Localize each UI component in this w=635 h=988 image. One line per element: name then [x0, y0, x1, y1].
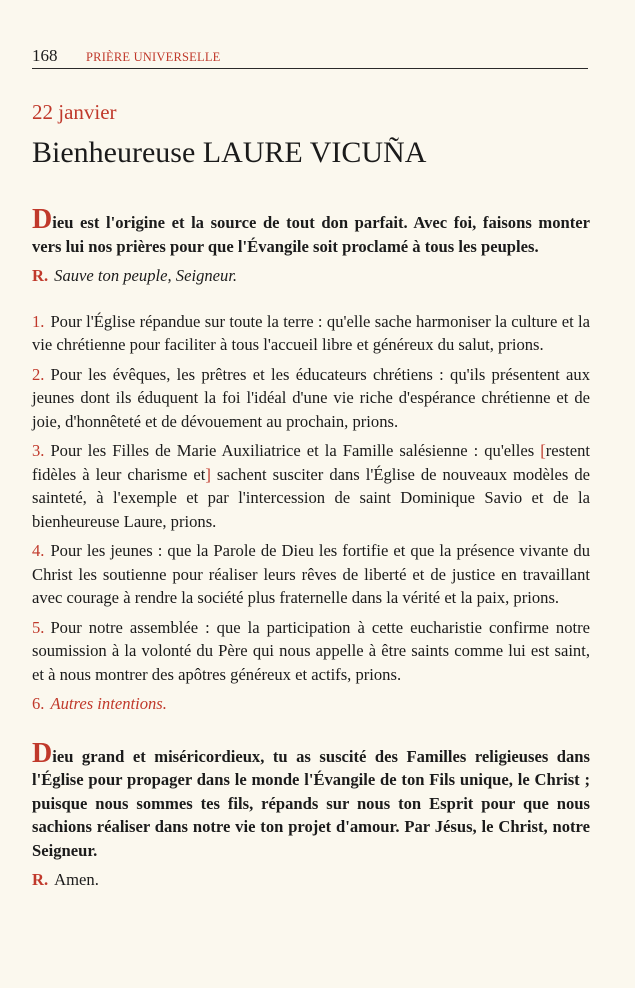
running-title: PRIÈRE UNIVERSELLE: [86, 50, 221, 64]
intention-text: Pour notre assemblée : que la participation à cette eucharistie confirme notre soumission à la volonté du Père qui nous appelle à être saints comme lui est saint, et à nous montrer des apôtres généreux et actifs, prions.: [32, 617, 590, 684]
intention-1: [32, 310, 590, 357]
amen-line: [32, 868, 590, 892]
intention-number: 1.: [32, 311, 45, 331]
response-mark: R.: [32, 266, 49, 285]
response-text: Sauve ton peuple, Seigneur.: [54, 266, 238, 285]
amen-text: Amen.: [54, 870, 99, 889]
intention-number: 2.: [32, 364, 45, 384]
intention-number: 4.: [32, 541, 45, 560]
intention-3: [32, 439, 590, 533]
response-mark: R.: [32, 870, 49, 889]
feast-title: Bienheureuse LAURE VICUÑA: [32, 136, 427, 169]
intro-drop-cap: D: [32, 204, 53, 235]
intention-number: 6.: [32, 694, 45, 713]
intention-6: [32, 692, 590, 716]
intention-text: Autres intentions.: [50, 694, 167, 713]
intention-text: Pour les jeunes : que la Parole de Dieu les fortifie et que la présence vivante du Christ les soutienne pour réaliser leurs rêves de liberté et de justice en travaillant avec courage à rendre la société plus fraternelle dans la vérité et la paix, prions.: [32, 541, 590, 607]
intention-number: 5.: [32, 617, 45, 637]
intention-5: [32, 616, 590, 687]
intro-paragraph: [32, 204, 590, 258]
bracket-open: [: [540, 441, 546, 460]
closing-text: ieu grand et miséricordieux, tu as suscité des Familles religieuses dans l'Église pour propager dans le monde l'Évangile de ton Fils unique, le Christ ; puisque nous sommes tes fils, répands sur nous ton Esprit pour que nous sachions réaliser dans notre vie ton projet d'amour. Par Jésus, le Christ, notre Seigneur.: [32, 746, 590, 860]
intro-text: ieu est l'origine et la source de tout don parfait. Avec foi, faisons monter vers lui nos prières pour que l'Évangile soit proclamé à tous les peuples.: [32, 213, 590, 256]
bracket-close: ]: [205, 464, 211, 484]
closing-drop-cap: D: [32, 737, 53, 769]
intention-text: Pour les évêques, les prêtres et les éducateurs chrétiens : qu'ils présentent aux jeunes dont ils éduquent la foi l'idéal d'une vie riche d'espérance chrétienne et de joie, d'honnêteté et de dévouement au prochain, prions.: [32, 364, 590, 431]
intention-text-a: Pour les Filles de Marie Auxiliatrice et la Famille salésienne : qu'elles: [50, 441, 541, 460]
closing-prayer: [32, 737, 590, 863]
intention-text: Pour l'Église répandue sur toute la terre : qu'elle sache harmoniser la culture et la vie chrétienne pour faciliter à tous l'accueil libre et généreux du salut, prions.: [32, 311, 590, 354]
intention-2: [32, 363, 590, 434]
intention-number: 3.: [32, 441, 45, 460]
page-number: 168: [32, 46, 58, 65]
header-rule: [32, 68, 588, 69]
intention-text-b: restent fidèles à leur charisme et: [32, 441, 590, 484]
intention-4: [32, 539, 590, 610]
response-line: [32, 264, 590, 288]
feast-date: 22 janvier: [32, 100, 117, 124]
page-header: [32, 46, 588, 70]
prayer-body: [32, 204, 590, 892]
intention-text-c: sachent susciter dans l'Église de nouveaux modèles de sainteté, à l'exemple et par l'intercession de saint Dominique Savio et de la bienheureuse Laure, prions.: [32, 464, 590, 531]
